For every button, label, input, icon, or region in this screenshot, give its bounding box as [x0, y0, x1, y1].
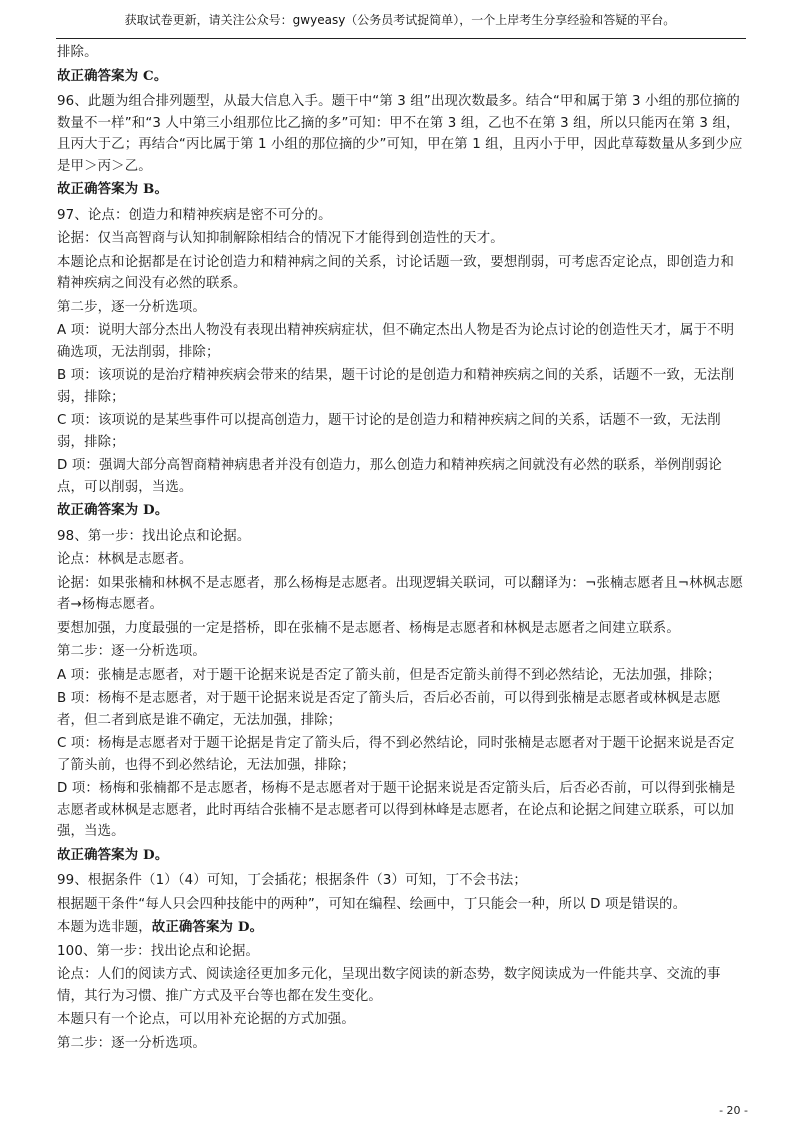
answer-line: 故正确答案为 B。: [57, 181, 169, 197]
paragraph: 100、第一步：找出论点和论据。: [57, 943, 260, 959]
paragraph: 论点：林枫是志愿者。: [57, 552, 193, 567]
paragraph: C 项：杨梅是志愿者对于题干论据是肯定了箭头后，得不到必然结论，同时张楠是志愿者对于题干论据来说是否定了箭头前，也得不到必然结论，无法加强，排除；: [57, 736, 735, 773]
paragraph: 96、此题为组合排列题型，从最大信息入手。题干中“第 3 组”出现次数最多。结合“甲和属于第 3 小组的那位摘的数量不一样”和“3 人中第三小组那位比乙摘的多”可知：甲不在第 3 组，乙也不在第 3 组，所以只能丙在第 3 组，且丙大于乙；再结合“丙比属于第 1 小组的那位摘的少”可知，甲在第 1 组，且丙小于甲，因此草莓数量从多到少应是甲＞丙＞乙。: [57, 94, 743, 174]
answer-text: 故正确答案为 D。: [151, 919, 264, 935]
page-content: [57, 42, 747, 1056]
paragraph: A 项：说明大部分杰出人物没有表现出精神疾病症状，但不确定杰出人物是否为论点讨论的创造性天才，属于不明确选项，无法削弱，排除；: [57, 323, 735, 360]
paragraph-text: 本题为选非题，: [57, 920, 152, 935]
paragraph: D 项：杨梅和张楠都不是志愿者，杨梅不是志愿者对于题干论据来说是否定箭头后，后否必否前，可以得到张楠是志愿者或林枫是志愿者，此时再结合张楠不是志愿者可以得到林峰是志愿者，在论点和论据之间建立联系，可以加强，当选。: [57, 781, 736, 839]
paragraph: B 项：该项说的是治疗精神疾病会带来的结果，题干讨论的是创造力和精神疾病之间的关系，话题不一致，无法削弱，排除；: [57, 368, 735, 405]
page-number: - 20 -: [719, 1104, 748, 1117]
paragraph: 本题只有一个论点，可以用补充论据的方式加强。: [57, 1012, 355, 1027]
answer-line: [57, 917, 747, 939]
paragraph: 99、根据条件（1）（4）可知，丁会插花；根据条件（3）可知，丁不会书法；: [57, 873, 527, 888]
paragraph: 第二步：逐一分析选项。: [57, 1035, 206, 1051]
paragraph: 第二步，逐一分析选项。: [57, 299, 206, 315]
paragraph: 97、论点：创造力和精神疾病是密不可分的。: [57, 207, 332, 223]
paragraph: B 项：杨梅不是志愿者，对于题干论据来说是否定了箭头后，否后必否前，可以得到张楠是志愿者或林枫是志愿者，但二者到底是谁不确定，无法加强，排除；: [57, 691, 721, 728]
paragraph: 论据：仅当高智商与认知抑制解除相结合的情况下才能得到创造性的天才。: [57, 231, 504, 246]
paragraph: 要想加强，力度最强的一定是搭桥，即在张楠不是志愿者、杨梅是志愿者和林枫是志愿者之间建立联系。: [57, 620, 680, 636]
paragraph: 排除。: [57, 45, 98, 60]
header-divider: [56, 38, 746, 39]
paragraph: C 项：该项说的是某些事件可以提高创造力，题干讨论的是创造力和精神疾病之间的关系，话题不一致，无法削弱，排除；: [57, 413, 721, 450]
answer-line: 故正确答案为 D。: [57, 502, 169, 518]
paragraph: A 项：张楠是志愿者，对于题干论据来说是否定了箭头前，但是否定箭头前得不到必然结论，无法加强，排除；: [57, 667, 721, 683]
paragraph: 第二步：逐一分析选项。: [57, 644, 206, 659]
answer-line: 故正确答案为 D。: [57, 846, 169, 863]
paragraph: 论点：人们的阅读方式、阅读途径更加多元化，呈现出数字阅读的新态势，数字阅读成为一件能共享、交流的事情，其行为习惯、推广方式及平台等也都在发生变化。: [57, 967, 721, 1004]
paragraph: 98、第一步：找出论点和论据。: [57, 528, 251, 544]
answer-line: 故正确答案为 C。: [57, 67, 168, 84]
page-header: 获取试卷更新，请关注公众号：gwyeasy（公务员考试捉简单），一个上岸考生分享经验和答疑的平台。: [124, 13, 676, 27]
paragraph: 根据题干条件“每人只会四种技能中的两种”，可知在编程、绘画中，丁只能会一种，所以 D 项是错误的。: [57, 896, 687, 912]
paragraph: 论据：如果张楠和林枫不是志愿者，那么杨梅是志愿者。出现逻辑关联词，可以翻译为：¬张楠志愿者且¬林枫志愿者→杨梅志愿者。: [57, 575, 744, 612]
paragraph: D 项：强调大部分高智商精神病患者并没有创造力，那么创造力和精神疾病之间就没有必然的联系，举例削弱论点，可以削弱，当选。: [57, 458, 722, 495]
paragraph: 本题论点和论据都是在讨论创造力和精神病之间的关系，讨论话题一致，要想削弱，可考虑否定论点，即创造力和精神疾病之间没有必然的联系。: [57, 254, 735, 291]
